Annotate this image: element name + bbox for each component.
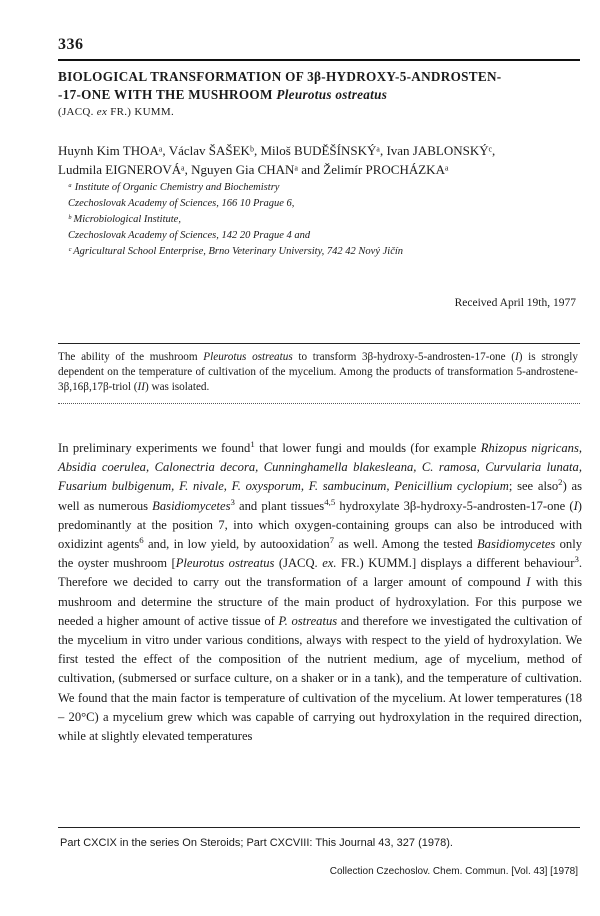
journal-citation: Collection Czechoslov. Chem. Commun. [Vol. 43] [1978] [329,866,578,877]
title-line-2: -17-ONE WITH THE MUSHROOM Pleurotus ostreatus [58,87,388,102]
title-species: Pleurotus ostreatus [276,87,388,102]
header-rule [58,59,580,61]
footnote: Part CXCIX in the series On Steroids; Part CXCVIII: This Journal 43, 327 (1978). [60,837,453,849]
authors-line-2: Ludmila EIGNEROVÁᵃ, Nguyen Gia CHANᵃ and Želimír PROCHÁZKAᵃ [58,162,449,177]
page-number: 336 [58,36,84,53]
affiliation-line: ᵃ Institute of Organic Chemistry and Biochemistry [68,182,280,193]
affiliation-line: ᶜ Agricultural School Enterprise, Brno Veterinary University, 742 42 Nový Jičín [68,246,404,257]
abstract-top-rule [58,343,580,344]
affiliation-line: ᵇ Microbiological Institute, [68,214,181,225]
received-date: Received April 19th, 1977 [454,297,576,309]
title-line-1: BIOLOGICAL TRANSFORMATION OF 3β-HYDROXY-5-ANDROSTEN- [58,69,502,84]
authors-line-1: Huynh Kim THOAᵃ, Václav ŠAŠEKᵇ, Miloš BUDĚŠÍNSKÝᵃ, Ivan JABLONSKÝᶜ, [58,143,496,158]
article-title [58,68,578,104]
title-authority: (JACQ. ex FR.) KUMM. [58,106,175,118]
body-paragraph: In preliminary experiments we found$^1$ that lower fungi and moulds (for example Rhizopus nigricans, Absidia coerulea, Calonectria decora, Cunninghamella blakesleana, C. ramosa, Curvularia lunata, Fusarium bulbigenum, F. nivale, F. oxysporum, F. sambucinum, Penicillium cyclopium; see also$^2$) as well as numerous Basidiomycetes$^3$ and plant tissues$^{4,5}$ hydroxylate 3β-hydroxy-5-androsten-17-one (I) predominantly at the position 7, into which oxygen-containing groups can also be introduced with oxidizint agents$^6$ and, in low yield, by autooxidation$^7$ as well. Among the tested Basidiomycetes only the oyster mushroom [Pleurotus ostreatus (JACQ. ex. FR.) KUMM.] displays a different behaviour$^3$. Therefore we decided to carry out the transformation of a larger amount of compound I with this mushroom and determine the structure of the main product of hydroxylation. For this purpose we needed a higher amount of active tissue of P. ostreatus and therefore we investigated the cultivation of the mycelium in vitro under various conditions, always with respect to the yield of hydroxylation. We first tested the effect of the composition of the nutrient medium, age of mycelium, method of cultivation, (submersed or surface culture, on a shaker or in a tank), and the temperature of cultivation. We found that the main factor is temperature of cultivation of the mycelium. At lower temperatures (18 – 20°C) a mycelium grew which was capable of carrying out hydroxylation in the required direction, while at slightly elevated temperatures [58,438,582,744]
footnote-rule [58,827,580,828]
affiliation-line: Czechoslovak Academy of Sciences, 166 10 Prague 6, [68,198,295,209]
affiliation-line: Czechoslovak Academy of Sciences, 142 20 Prague 4 and [68,230,311,241]
abstract-bottom-rule [58,403,580,404]
author-list [58,141,578,179]
abstract: The ability of the mushroom Pleurotus ostreatus to transform 3β-hydroxy-5-androsten-17-one (I) is strongly dependent on the temperature of cultivation of the mycelium. Among the products of transformation 5-androstene-3β,16β,17β-triol (II) was isolated. [58,351,578,393]
